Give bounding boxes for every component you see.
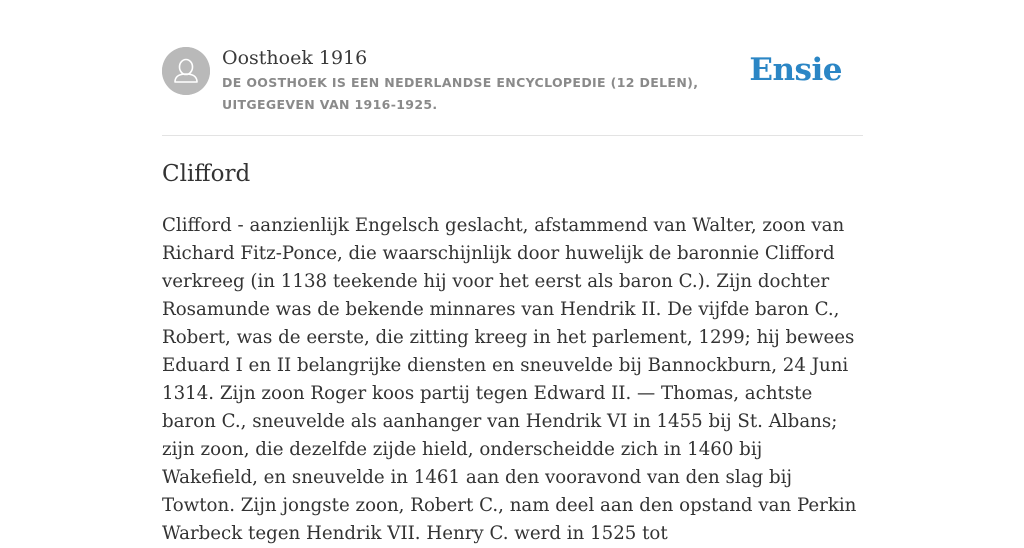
header-divider (162, 135, 863, 136)
source-description: DE OOSTHOEK IS EEN NEDERLANDSE ENCYCLOPEDIE (12 DELEN), UITGEGEVEN VAN 1916-1925. (222, 75, 699, 112)
avatar-graphic (162, 47, 210, 95)
user-placeholder-icon[interactable] (162, 47, 210, 95)
ensie-logo[interactable]: Ensie (749, 52, 842, 88)
source-title[interactable]: Oosthoek 1916 (222, 47, 368, 69)
article-title: Clifford (162, 161, 251, 187)
source-header (162, 46, 862, 116)
article-body: Clifford - aanzienlijk Engelsch geslacht, afstammend van Walter, zoon van Richard Fitz-Ponce, die waarschijnlijk door huwelijk de baronnie Clifford verkreeg (in 1138 teekende hij voor het eerst als baron C.). Zijn dochter Rosamunde was de bekende minnares van Hendrik II. De vijfde baron C., Robert, was de eerste, die zitting kreeg in het parlement, 1299; hij bewees Eduard I en II belangrijke diensten en sneuvelde bij Bannockburn, 24 Juni 1314. Zijn zoon Roger koos partij tegen Edward II. — Thomas, achtste baron C., sneuvelde als aanhanger van Hendrik VI in 1455 bij St. Albans; zijn zoon, die dezelfde zijde hield, onderscheidde zich in 1460 bij Wakefield, en sneuvelde in 1461 aan den vooravond van den slag bij Towton. Zijn jongste zoon, Robert C., nam deel aan den opstand van Perkin Warbeck tegen Hendrik VII. Henry C. werd in 1525 tot (162, 215, 857, 544)
